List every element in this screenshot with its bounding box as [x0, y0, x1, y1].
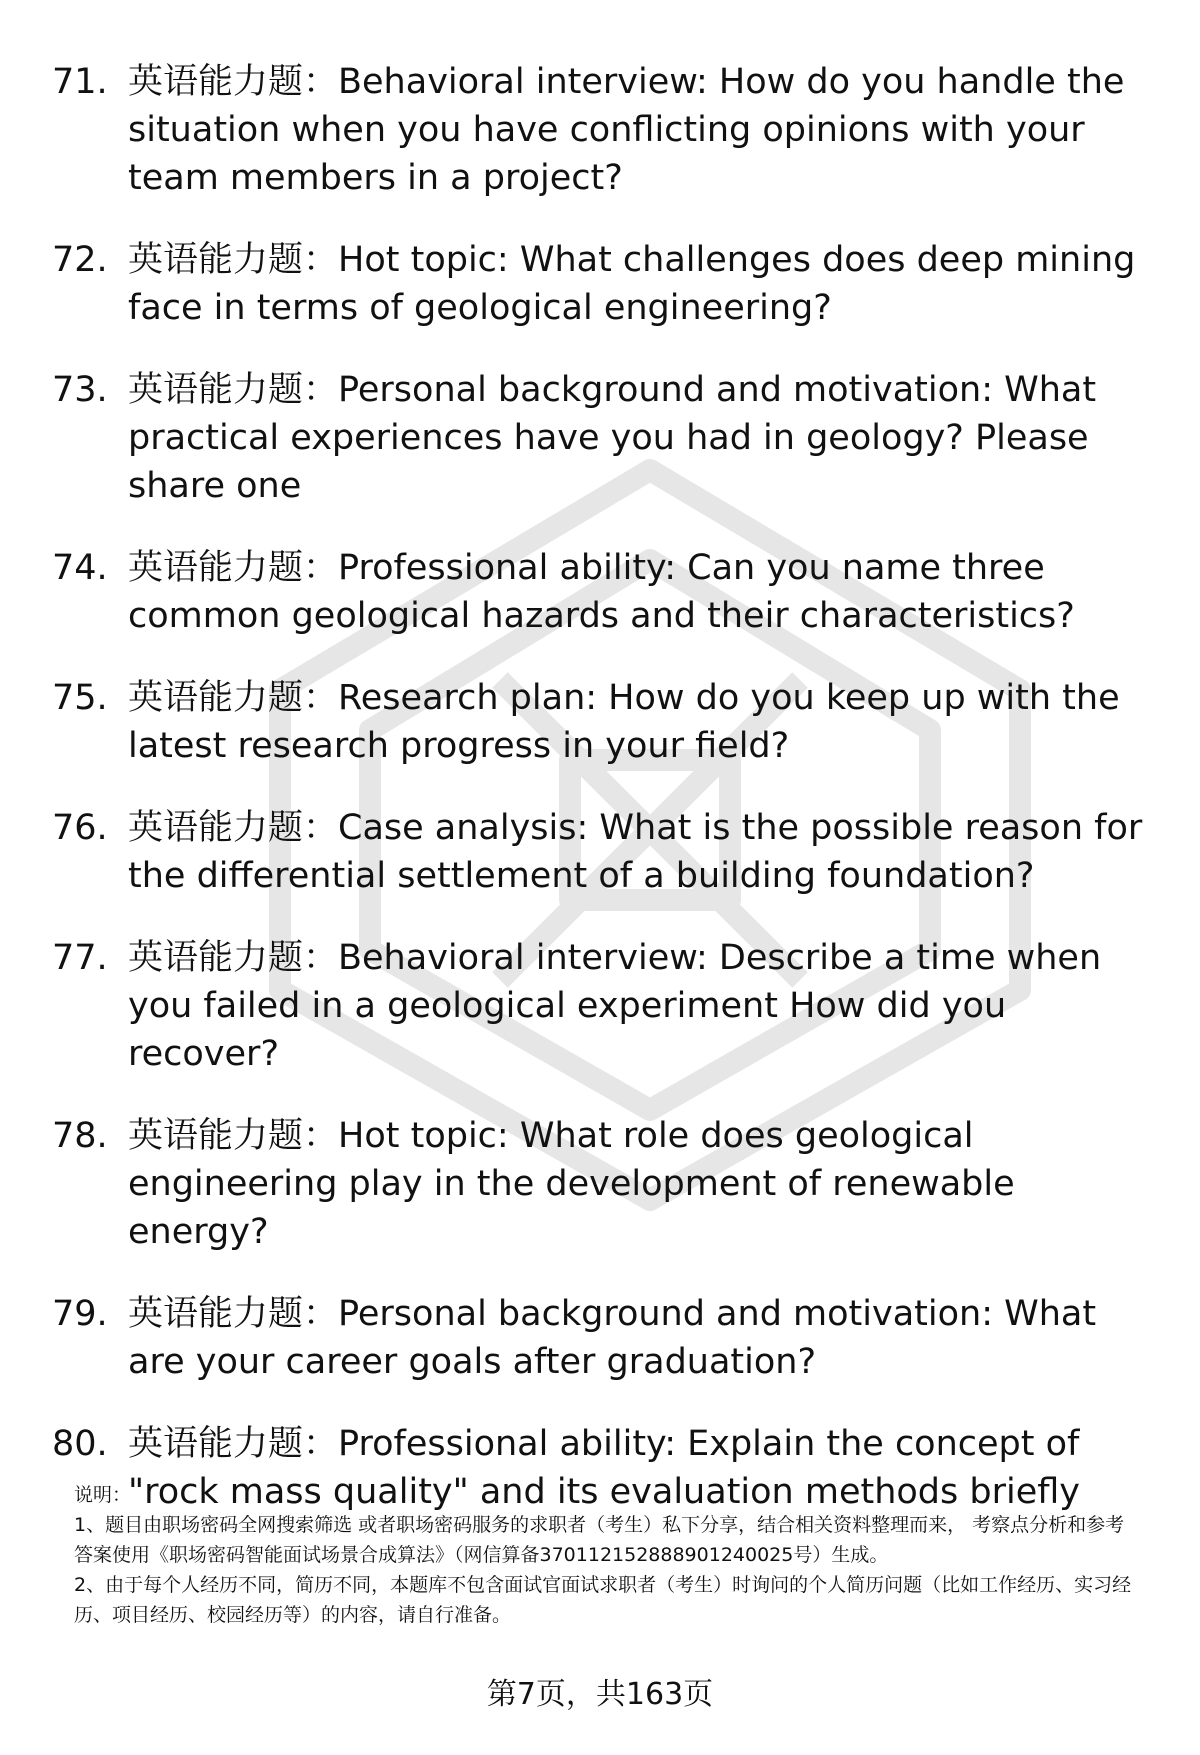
- question-item: [0, 934, 1200, 1078]
- question-prefix: 英语能力题：: [128, 370, 339, 410]
- notes-item-1: 1、题目由职场密码全网搜索筛选 或者职场密码服务的求职者（考生）私下分享，结合相关资料整理而来， 考察点分析和参考答案使用《职场密码智能面试场景合成算法》（网信算备370112152888901240025号）生成。: [74, 1514, 1125, 1566]
- notes-item-2: 2、由于每个人经历不同，简历不同，本题库不包含面试官面试求职者（考生）时询问的个人简历问题（比如工作经历、实习经历、项目经历、校园经历等）的内容，请自行准备。: [74, 1574, 1132, 1626]
- question-text: [128, 804, 1160, 900]
- question-body: Professional ability: Can you name three common geological hazards and their characteristics?: [128, 548, 1075, 636]
- question-number: 76.: [52, 808, 108, 848]
- question-prefix: 英语能力题：: [128, 1424, 339, 1464]
- question-body: Hot topic: What role does geological engineering play in the development of renewable energy?: [128, 1116, 1015, 1252]
- question-text: [128, 1290, 1160, 1386]
- question-text: [128, 236, 1160, 332]
- question-item: [0, 544, 1200, 640]
- question-text: [128, 934, 1160, 1078]
- question-prefix: 英语能力题：: [128, 1116, 339, 1156]
- question-item: [0, 1112, 1200, 1256]
- question-prefix: 英语能力题：: [128, 1294, 339, 1334]
- question-body: Case analysis: What is the possible reason for the differential settlement of a building foundation?: [128, 808, 1143, 896]
- question-item: [0, 58, 1200, 202]
- question-body: Personal background and motivation: What are your career goals after graduation?: [128, 1294, 1097, 1382]
- question-number: 75.: [52, 678, 108, 718]
- question-prefix: 英语能力题：: [128, 808, 339, 848]
- question-item: [0, 1290, 1200, 1386]
- question-prefix: 英语能力题：: [128, 548, 339, 588]
- question-item: [0, 366, 1200, 510]
- question-prefix: 英语能力题：: [128, 938, 339, 978]
- question-text: [128, 58, 1160, 202]
- question-number: 72.: [52, 240, 108, 280]
- question-text: [128, 366, 1160, 510]
- question-body: Research plan: How do you keep up with the latest research progress in your field?: [128, 678, 1120, 766]
- question-number: 77.: [52, 938, 108, 978]
- question-prefix: 英语能力题：: [128, 678, 339, 718]
- question-number: 79.: [52, 1294, 108, 1334]
- question-number: 71.: [52, 62, 108, 102]
- question-number: 78.: [52, 1116, 108, 1156]
- question-body: Personal background and motivation: What practical experiences have you had in geology? Please share one: [128, 370, 1097, 506]
- question-prefix: 英语能力题：: [128, 240, 339, 280]
- question-item: [0, 236, 1200, 332]
- question-text: [128, 544, 1160, 640]
- question-item: [0, 804, 1200, 900]
- notes-heading: 说明：: [74, 1484, 132, 1506]
- question-body: Professional ability: Explain the concept of "rock mass quality" and its evaluation methods briefly: [128, 1424, 1081, 1512]
- question-number: 74.: [52, 548, 108, 588]
- question-number: 73.: [52, 370, 108, 410]
- question-body: Behavioral interview: How do you handle the situation when you have conflicting opinions with your team members in a project?: [128, 62, 1125, 198]
- question-item: [0, 674, 1200, 770]
- page-indicator: 第7页，共163页: [486, 1677, 714, 1712]
- question-list: [0, 58, 1200, 1550]
- question-prefix: 英语能力题：: [128, 62, 339, 102]
- question-text: [128, 1112, 1160, 1256]
- notes-section: [74, 1480, 1134, 1630]
- question-body: Hot topic: What challenges does deep mining face in terms of geological engineering?: [128, 240, 1136, 328]
- question-text: [128, 674, 1160, 770]
- question-number: 80.: [52, 1424, 108, 1464]
- question-body: Behavioral interview: Describe a time when you failed in a geological experiment How did you recover?: [128, 938, 1102, 1074]
